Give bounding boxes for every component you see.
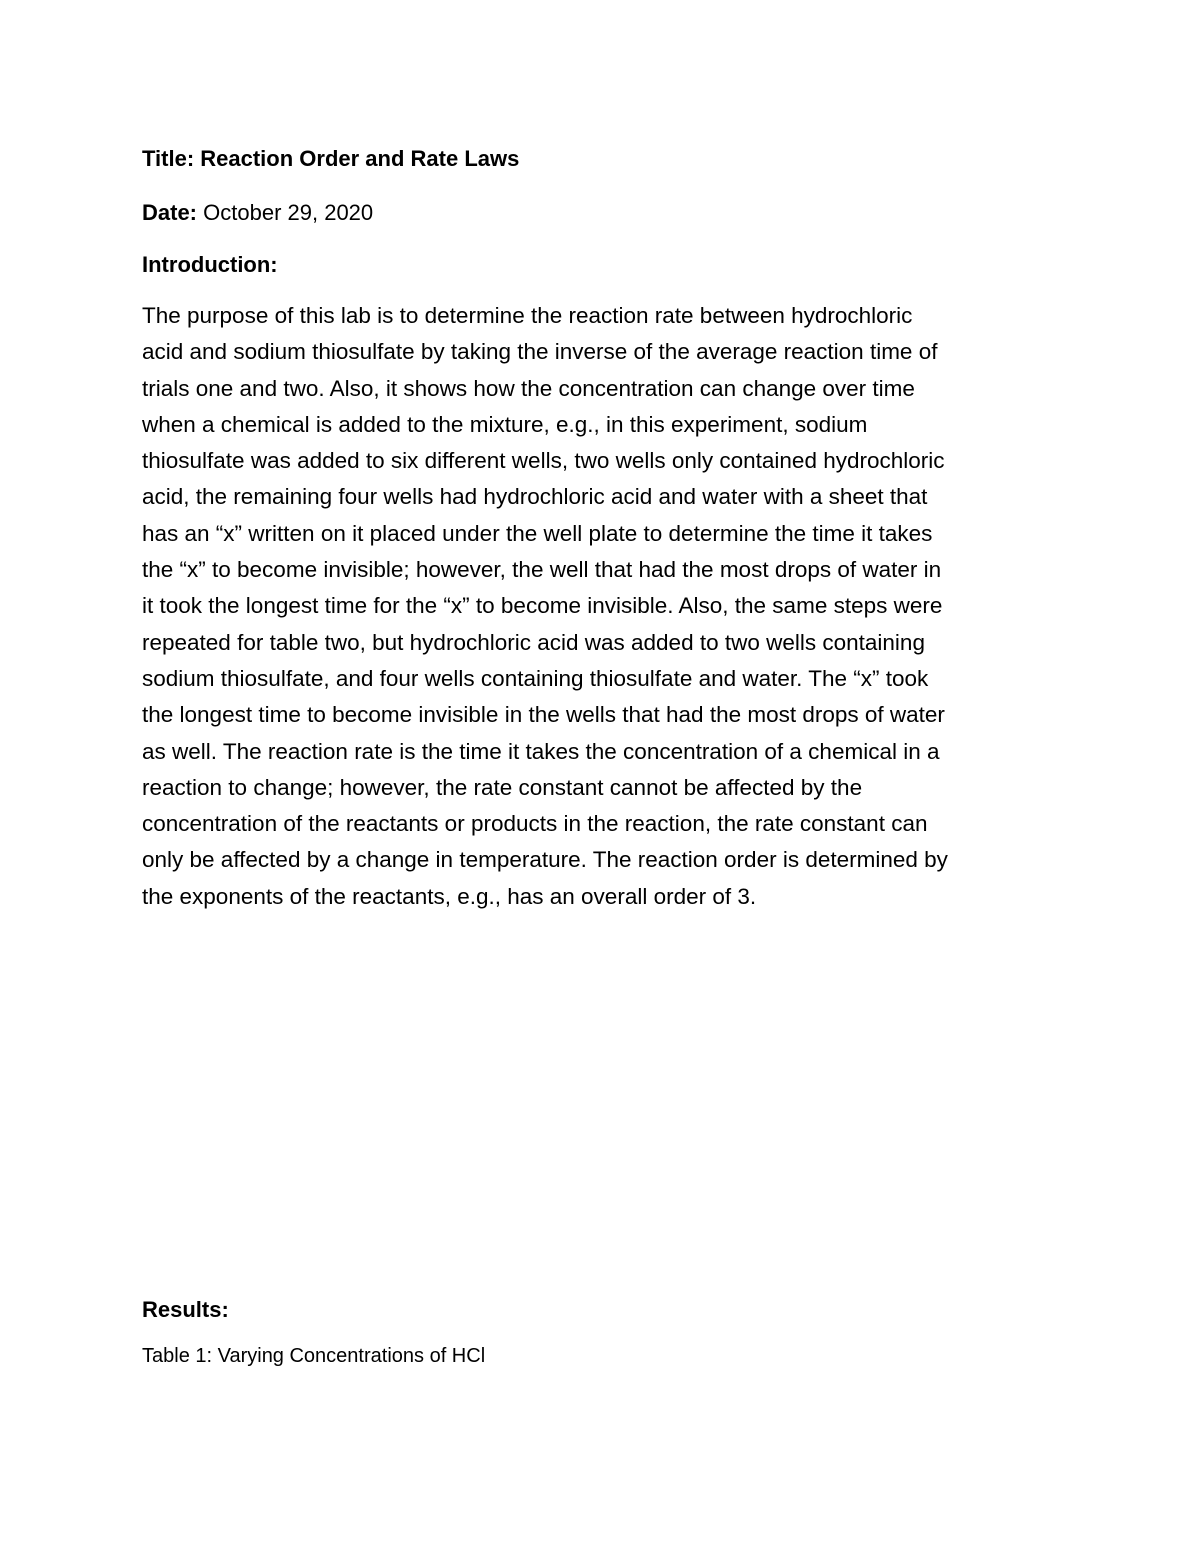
- intro-line: concentration of the reactants or products in the reaction, the rate constant can: [142, 811, 928, 837]
- document-title: Title: Reaction Order and Rate Laws: [142, 146, 520, 171]
- table-caption: Table 1: Varying Concentrations of HCl: [142, 1345, 486, 1367]
- intro-line: when a chemical is added to the mixture, e.g., in this experiment, sodium: [142, 411, 868, 437]
- intro-line: has an “x” written on it placed under the well plate to determine the time it takes: [142, 520, 933, 546]
- introduction-heading: Introduction:: [142, 252, 278, 277]
- date-value: October 29, 2020: [203, 200, 374, 225]
- date-label: Date:: [142, 200, 198, 225]
- intro-line: The purpose of this lab is to determine the reaction rate between hydrochloric: [142, 303, 913, 328]
- intro-line: it took the longest time for the “x” to become invisible. Also, the same steps were: [142, 593, 943, 619]
- intro-line: repeated for table two, but hydrochloric acid was added to two wells containing: [142, 629, 925, 655]
- intro-line: reaction to change; however, the rate constant cannot be affected by the: [142, 774, 863, 800]
- intro-line: only be affected by a change in temperature. The reaction order is determined by: [142, 847, 948, 873]
- intro-line: as well. The reaction rate is the time it takes the concentration of a chemical in a: [142, 738, 940, 764]
- document-date: [142, 200, 373, 226]
- intro-line: thiosulfate was added to six different wells, two wells only contained hydrochloric: [142, 448, 945, 474]
- intro-line: the “x” to become invisible; however, the well that had the most drops of water in: [142, 557, 942, 583]
- intro-line: the longest time to become invisible in the wells that had the most drops of water: [142, 702, 945, 728]
- results-heading: Results:: [142, 1297, 229, 1322]
- intro-line: acid and sodium thiosulfate by taking the inverse of the average reaction time of: [142, 339, 938, 365]
- intro-line: sodium thiosulfate, and four wells containing thiosulfate and water. The “x” took: [142, 665, 929, 691]
- intro-line: acid, the remaining four wells had hydrochloric acid and water with a sheet that: [142, 484, 928, 510]
- introduction-paragraph: [142, 298, 1067, 915]
- intro-line: trials one and two. Also, it shows how the concentration can change over time: [142, 375, 915, 401]
- intro-line: the exponents of the reactants, e.g., has an overall order of 3.: [142, 883, 757, 909]
